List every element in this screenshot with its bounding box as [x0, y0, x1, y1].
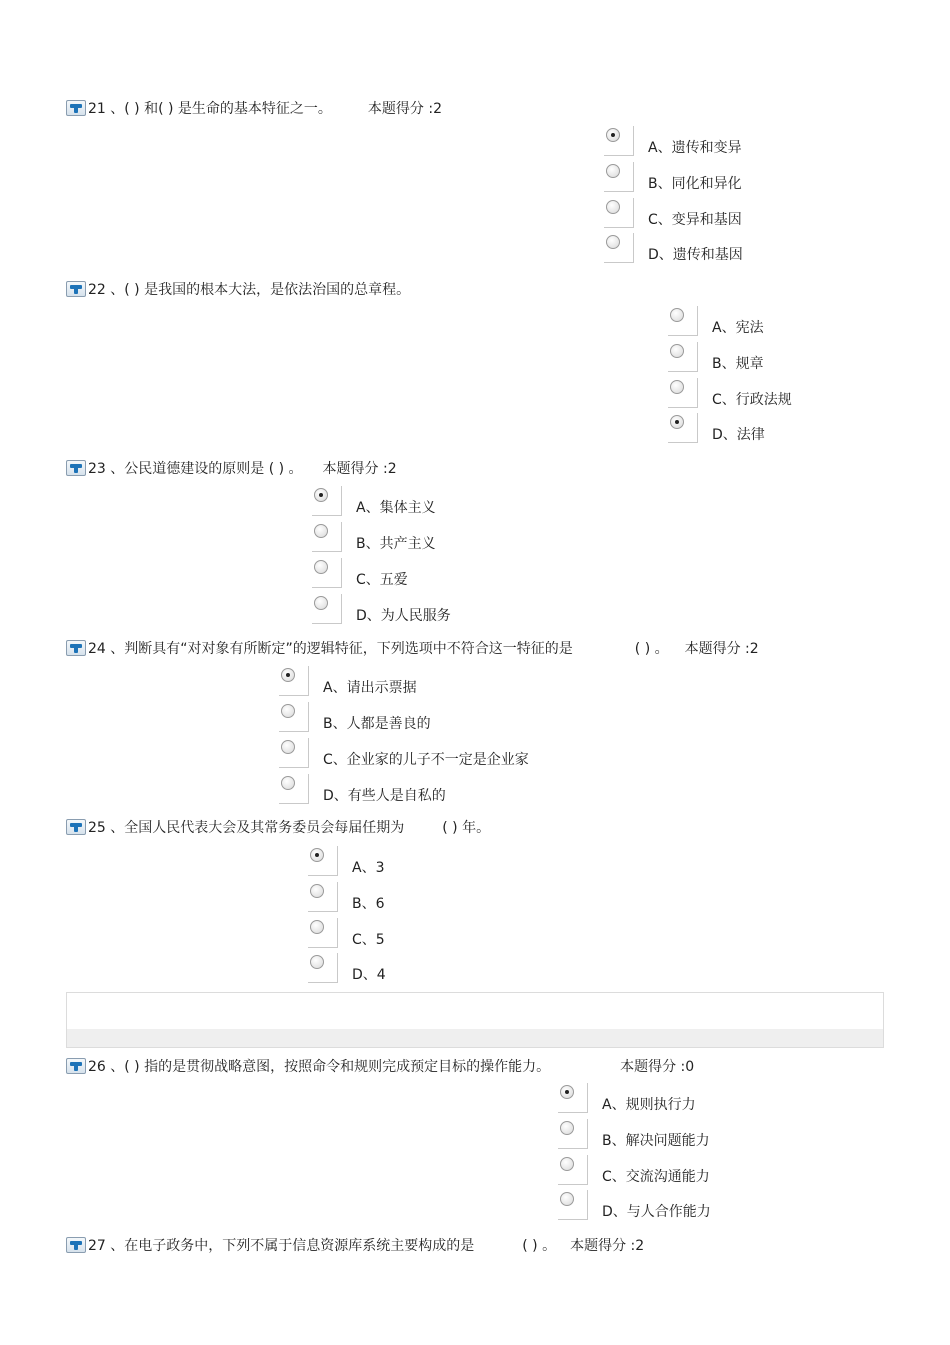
option-label: D、为人民服务: [356, 608, 451, 624]
radio-button[interactable]: [558, 1155, 588, 1185]
option-label: D、遗传和基因: [648, 247, 743, 263]
radio-button[interactable]: [604, 233, 634, 263]
radio-checked-icon: [670, 415, 684, 429]
option-24-c[interactable]: [279, 738, 529, 768]
radio-button[interactable]: [279, 738, 309, 768]
separator-bar: [67, 1029, 883, 1047]
radio-button[interactable]: [668, 413, 698, 443]
question-blank: ( ) 年。: [442, 820, 491, 836]
radio-unchecked-icon: [314, 596, 328, 610]
radio-button[interactable]: [279, 666, 309, 696]
option-label: D、有些人是自私的: [323, 788, 446, 804]
radio-button[interactable]: [604, 198, 634, 228]
radio-button[interactable]: [558, 1083, 588, 1113]
radio-unchecked-icon: [670, 308, 684, 322]
question-text: 26 、( ) 指的是贯彻战略意图，按照命令和规则完成预定目标的操作能力。: [88, 1059, 551, 1075]
radio-unchecked-icon: [606, 200, 620, 214]
option-label: B、6: [352, 896, 385, 912]
option-label: C、5: [352, 932, 385, 948]
radio-button[interactable]: [308, 918, 338, 948]
option-label: C、交流沟通能力: [602, 1169, 710, 1185]
radio-unchecked-icon: [606, 235, 620, 249]
option-24-b[interactable]: [279, 702, 431, 732]
option-25-c[interactable]: [308, 918, 385, 948]
question-flag-icon: [66, 819, 86, 835]
radio-unchecked-icon: [606, 164, 620, 178]
radio-button[interactable]: [308, 846, 338, 876]
radio-checked-icon: [314, 488, 328, 502]
question-text: 24 、判断具有“对对象有所断定”的逻辑特征，下列选项中不符合这一特征的是: [88, 641, 573, 657]
option-22-d[interactable]: [668, 413, 765, 443]
option-24-a[interactable]: [279, 666, 417, 696]
option-22-a[interactable]: [668, 306, 764, 336]
question-text: 22 、( ) 是我国的根本大法，是依法治国的总章程。: [88, 282, 411, 298]
option-21-b[interactable]: [604, 162, 742, 192]
question-22: [66, 278, 410, 300]
question-flag-icon: [66, 640, 86, 656]
option-label: A、宪法: [712, 320, 764, 336]
radio-unchecked-icon: [560, 1192, 574, 1206]
option-25-a[interactable]: [308, 846, 384, 876]
option-label: B、同化和异化: [648, 176, 742, 192]
radio-button[interactable]: [558, 1190, 588, 1220]
radio-button[interactable]: [558, 1119, 588, 1149]
radio-unchecked-icon: [560, 1121, 574, 1135]
radio-button[interactable]: [668, 342, 698, 372]
radio-unchecked-icon: [310, 920, 324, 934]
option-23-c[interactable]: [312, 558, 408, 588]
radio-button[interactable]: [312, 522, 342, 552]
question-21: [66, 97, 442, 119]
radio-unchecked-icon: [310, 884, 324, 898]
question-flag-icon: [66, 100, 86, 116]
question-flag-icon: [66, 281, 86, 297]
question-23: [66, 457, 397, 479]
option-23-d[interactable]: [312, 594, 451, 624]
question-score: 本题得分 :0: [620, 1059, 695, 1075]
question-flag-icon: [66, 1058, 86, 1074]
radio-button[interactable]: [312, 558, 342, 588]
radio-button[interactable]: [312, 486, 342, 516]
option-21-d[interactable]: [604, 233, 743, 263]
option-label: B、人都是善良的: [323, 716, 431, 732]
option-label: A、规则执行力: [602, 1097, 696, 1113]
question-flag-icon: [66, 1237, 86, 1253]
option-26-d[interactable]: [558, 1190, 711, 1220]
question-24: [66, 637, 759, 659]
radio-checked-icon: [560, 1085, 574, 1099]
radio-button[interactable]: [604, 162, 634, 192]
option-label: B、解决问题能力: [602, 1133, 710, 1149]
option-25-b[interactable]: [308, 882, 385, 912]
radio-button[interactable]: [279, 702, 309, 732]
option-label: C、五爱: [356, 572, 408, 588]
question-flag-icon: [66, 460, 86, 476]
option-label: A、遗传和变异: [648, 140, 742, 156]
question-26: [66, 1055, 694, 1077]
option-26-c[interactable]: [558, 1155, 710, 1185]
question-score: 本题得分 :2: [367, 101, 442, 117]
question-text: 27 、在电子政务中，下列不属于信息资源库系统主要构成的是: [88, 1238, 475, 1254]
option-23-b[interactable]: [312, 522, 436, 552]
option-22-b[interactable]: [668, 342, 764, 372]
radio-unchecked-icon: [310, 955, 324, 969]
question-blank: ( ) 。: [522, 1238, 557, 1254]
option-label: C、企业家的儿子不一定是企业家: [323, 752, 529, 768]
option-label: D、法律: [712, 427, 765, 443]
radio-button[interactable]: [279, 774, 309, 804]
question-25: [66, 816, 490, 838]
option-26-b[interactable]: [558, 1119, 710, 1149]
radio-checked-icon: [310, 848, 324, 862]
option-label: D、与人合作能力: [602, 1204, 711, 1220]
option-label: B、共产主义: [356, 536, 436, 552]
radio-button[interactable]: [668, 378, 698, 408]
option-21-c[interactable]: [604, 198, 742, 228]
option-label: A、3: [352, 860, 385, 876]
option-label: D、4: [352, 967, 386, 983]
page-separator: [66, 992, 884, 1048]
option-23-a[interactable]: [312, 486, 436, 516]
option-26-a[interactable]: [558, 1083, 696, 1113]
radio-checked-icon: [606, 128, 620, 142]
question-blank: ( ) 。: [634, 641, 669, 657]
question-text: 23 、公民道德建设的原则是 ( ) 。: [88, 461, 303, 477]
radio-unchecked-icon: [560, 1157, 574, 1171]
question-27: [66, 1234, 644, 1256]
radio-button[interactable]: [668, 306, 698, 336]
radio-unchecked-icon: [314, 560, 328, 574]
option-label: A、集体主义: [356, 500, 436, 516]
radio-button[interactable]: [604, 126, 634, 156]
radio-unchecked-icon: [281, 776, 295, 790]
option-25-d[interactable]: [308, 953, 386, 983]
option-21-a[interactable]: [604, 126, 742, 156]
question-score: 本题得分 :2: [570, 1238, 645, 1254]
radio-button[interactable]: [312, 594, 342, 624]
radio-unchecked-icon: [670, 380, 684, 394]
option-label: B、规章: [712, 356, 764, 372]
radio-unchecked-icon: [670, 344, 684, 358]
question-score: 本题得分 :2: [684, 641, 759, 657]
question-text: 25 、全国人民代表大会及其常务委员会每届任期为: [88, 820, 405, 836]
option-24-d[interactable]: [279, 774, 446, 804]
option-label: A、请出示票据: [323, 680, 417, 696]
option-label: C、行政法规: [712, 392, 792, 408]
radio-button[interactable]: [308, 882, 338, 912]
radio-checked-icon: [281, 668, 295, 682]
radio-unchecked-icon: [281, 740, 295, 754]
question-score: 本题得分 :2: [322, 461, 397, 477]
radio-unchecked-icon: [281, 704, 295, 718]
radio-button[interactable]: [308, 953, 338, 983]
option-22-c[interactable]: [668, 378, 792, 408]
option-label: C、变异和基因: [648, 212, 742, 228]
radio-unchecked-icon: [314, 524, 328, 538]
question-text: 21 、( ) 和( ) 是生命的基本特征之一。: [88, 101, 332, 117]
